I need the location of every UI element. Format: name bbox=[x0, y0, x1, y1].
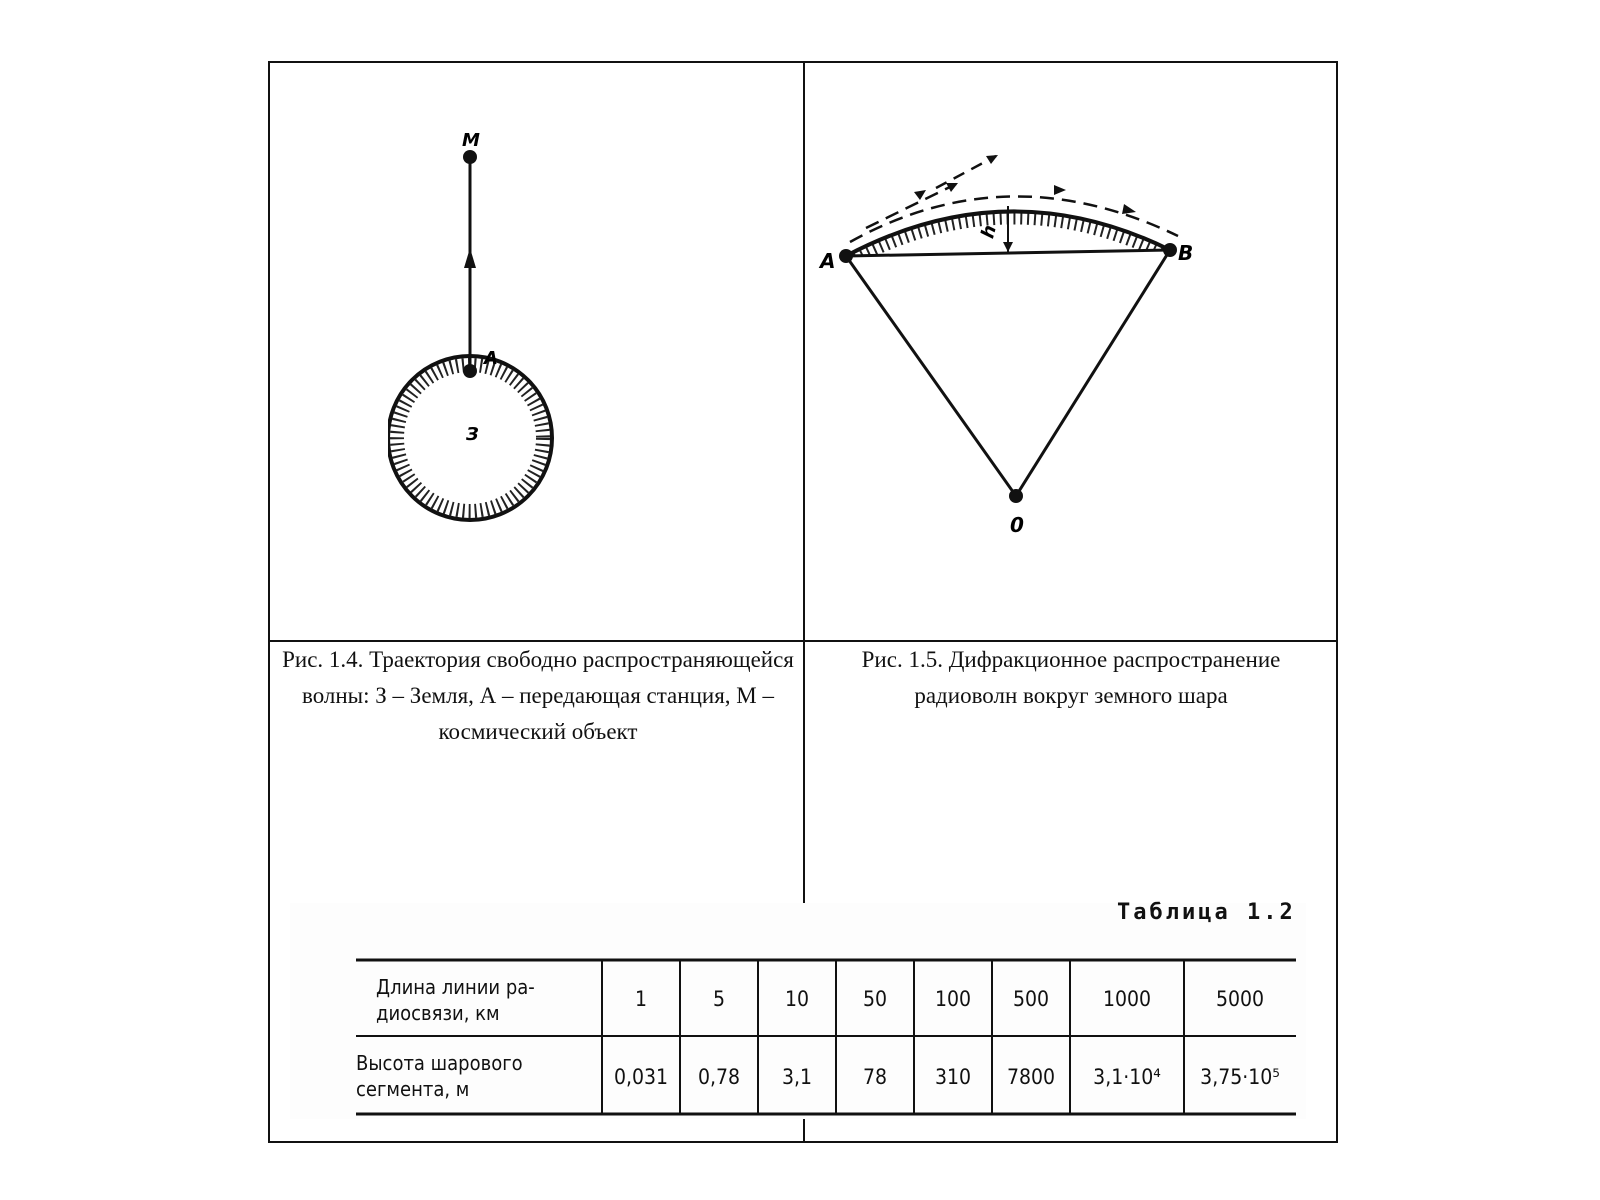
height-arrow bbox=[1003, 242, 1013, 252]
data-table bbox=[356, 950, 1296, 1116]
table-cell-height: 78 bbox=[862, 1065, 888, 1089]
table-cell-length: 1 bbox=[634, 987, 648, 1011]
table-cell-height: 7800 bbox=[1006, 1065, 1056, 1089]
arrow-3 bbox=[914, 190, 926, 200]
point-a bbox=[839, 249, 853, 263]
figure-1-4-trajectory bbox=[388, 126, 570, 532]
radius-ob bbox=[1016, 250, 1170, 496]
label-a: А bbox=[820, 249, 836, 273]
row-header-height: Высота шарового bbox=[356, 1051, 523, 1075]
table-cell-length: 100 bbox=[934, 987, 972, 1011]
arrow-2 bbox=[986, 155, 998, 164]
radius-oa bbox=[846, 256, 1016, 496]
row-header-length: диосвязи, км bbox=[376, 1001, 500, 1025]
label-earth: З bbox=[466, 424, 479, 445]
table-cell-height: 3,1·10⁴ bbox=[1093, 1065, 1161, 1089]
table-title: Таблица 1.2 bbox=[1117, 900, 1296, 925]
label-m: М bbox=[462, 130, 480, 151]
figure-1-4-caption: Рис. 1.4. Траектория свободно распространяющейся волны: З – Земля, А – передающая станция, М – космический объект bbox=[282, 647, 794, 744]
figure-1-5-diffraction bbox=[806, 150, 1246, 550]
point-a bbox=[463, 364, 477, 378]
table-cell-height: 0,78 bbox=[697, 1065, 741, 1089]
table-cell-length: 10 bbox=[784, 987, 810, 1011]
table-cell-length: 5000 bbox=[1215, 987, 1265, 1011]
diffraction-wave-path-top bbox=[936, 156, 996, 188]
table-cell-height: 0,031 bbox=[613, 1065, 669, 1089]
figure-1-5-caption: Рис. 1.5. Дифракционное распространение радиоволн вокруг земного шара bbox=[861, 647, 1281, 708]
arrow-5 bbox=[1122, 204, 1136, 214]
arrow-4 bbox=[1054, 185, 1066, 195]
label-b: В bbox=[1178, 241, 1194, 265]
table-cell-length: 1000 bbox=[1102, 987, 1152, 1011]
table-cell-length: 50 bbox=[862, 987, 888, 1011]
table-text bbox=[356, 975, 1280, 1101]
point-b bbox=[1163, 243, 1177, 257]
row-header-height: сегмента, м bbox=[356, 1077, 470, 1101]
table-cell-height: 3,1 bbox=[781, 1065, 813, 1089]
row-header-length: Длина линии ра- bbox=[376, 975, 535, 999]
table-cell-length: 5 bbox=[712, 987, 726, 1011]
label-a: А bbox=[484, 348, 498, 369]
label-h: h bbox=[977, 222, 1001, 241]
point-m bbox=[463, 150, 477, 164]
point-o bbox=[1009, 489, 1023, 503]
table-cell-length: 500 bbox=[1012, 987, 1050, 1011]
label-o: 0 bbox=[1010, 513, 1024, 537]
direction-arrow bbox=[464, 248, 476, 268]
table-cell-height: 3,75·10⁵ bbox=[1200, 1065, 1280, 1089]
table-cell-height: 310 bbox=[934, 1065, 972, 1089]
